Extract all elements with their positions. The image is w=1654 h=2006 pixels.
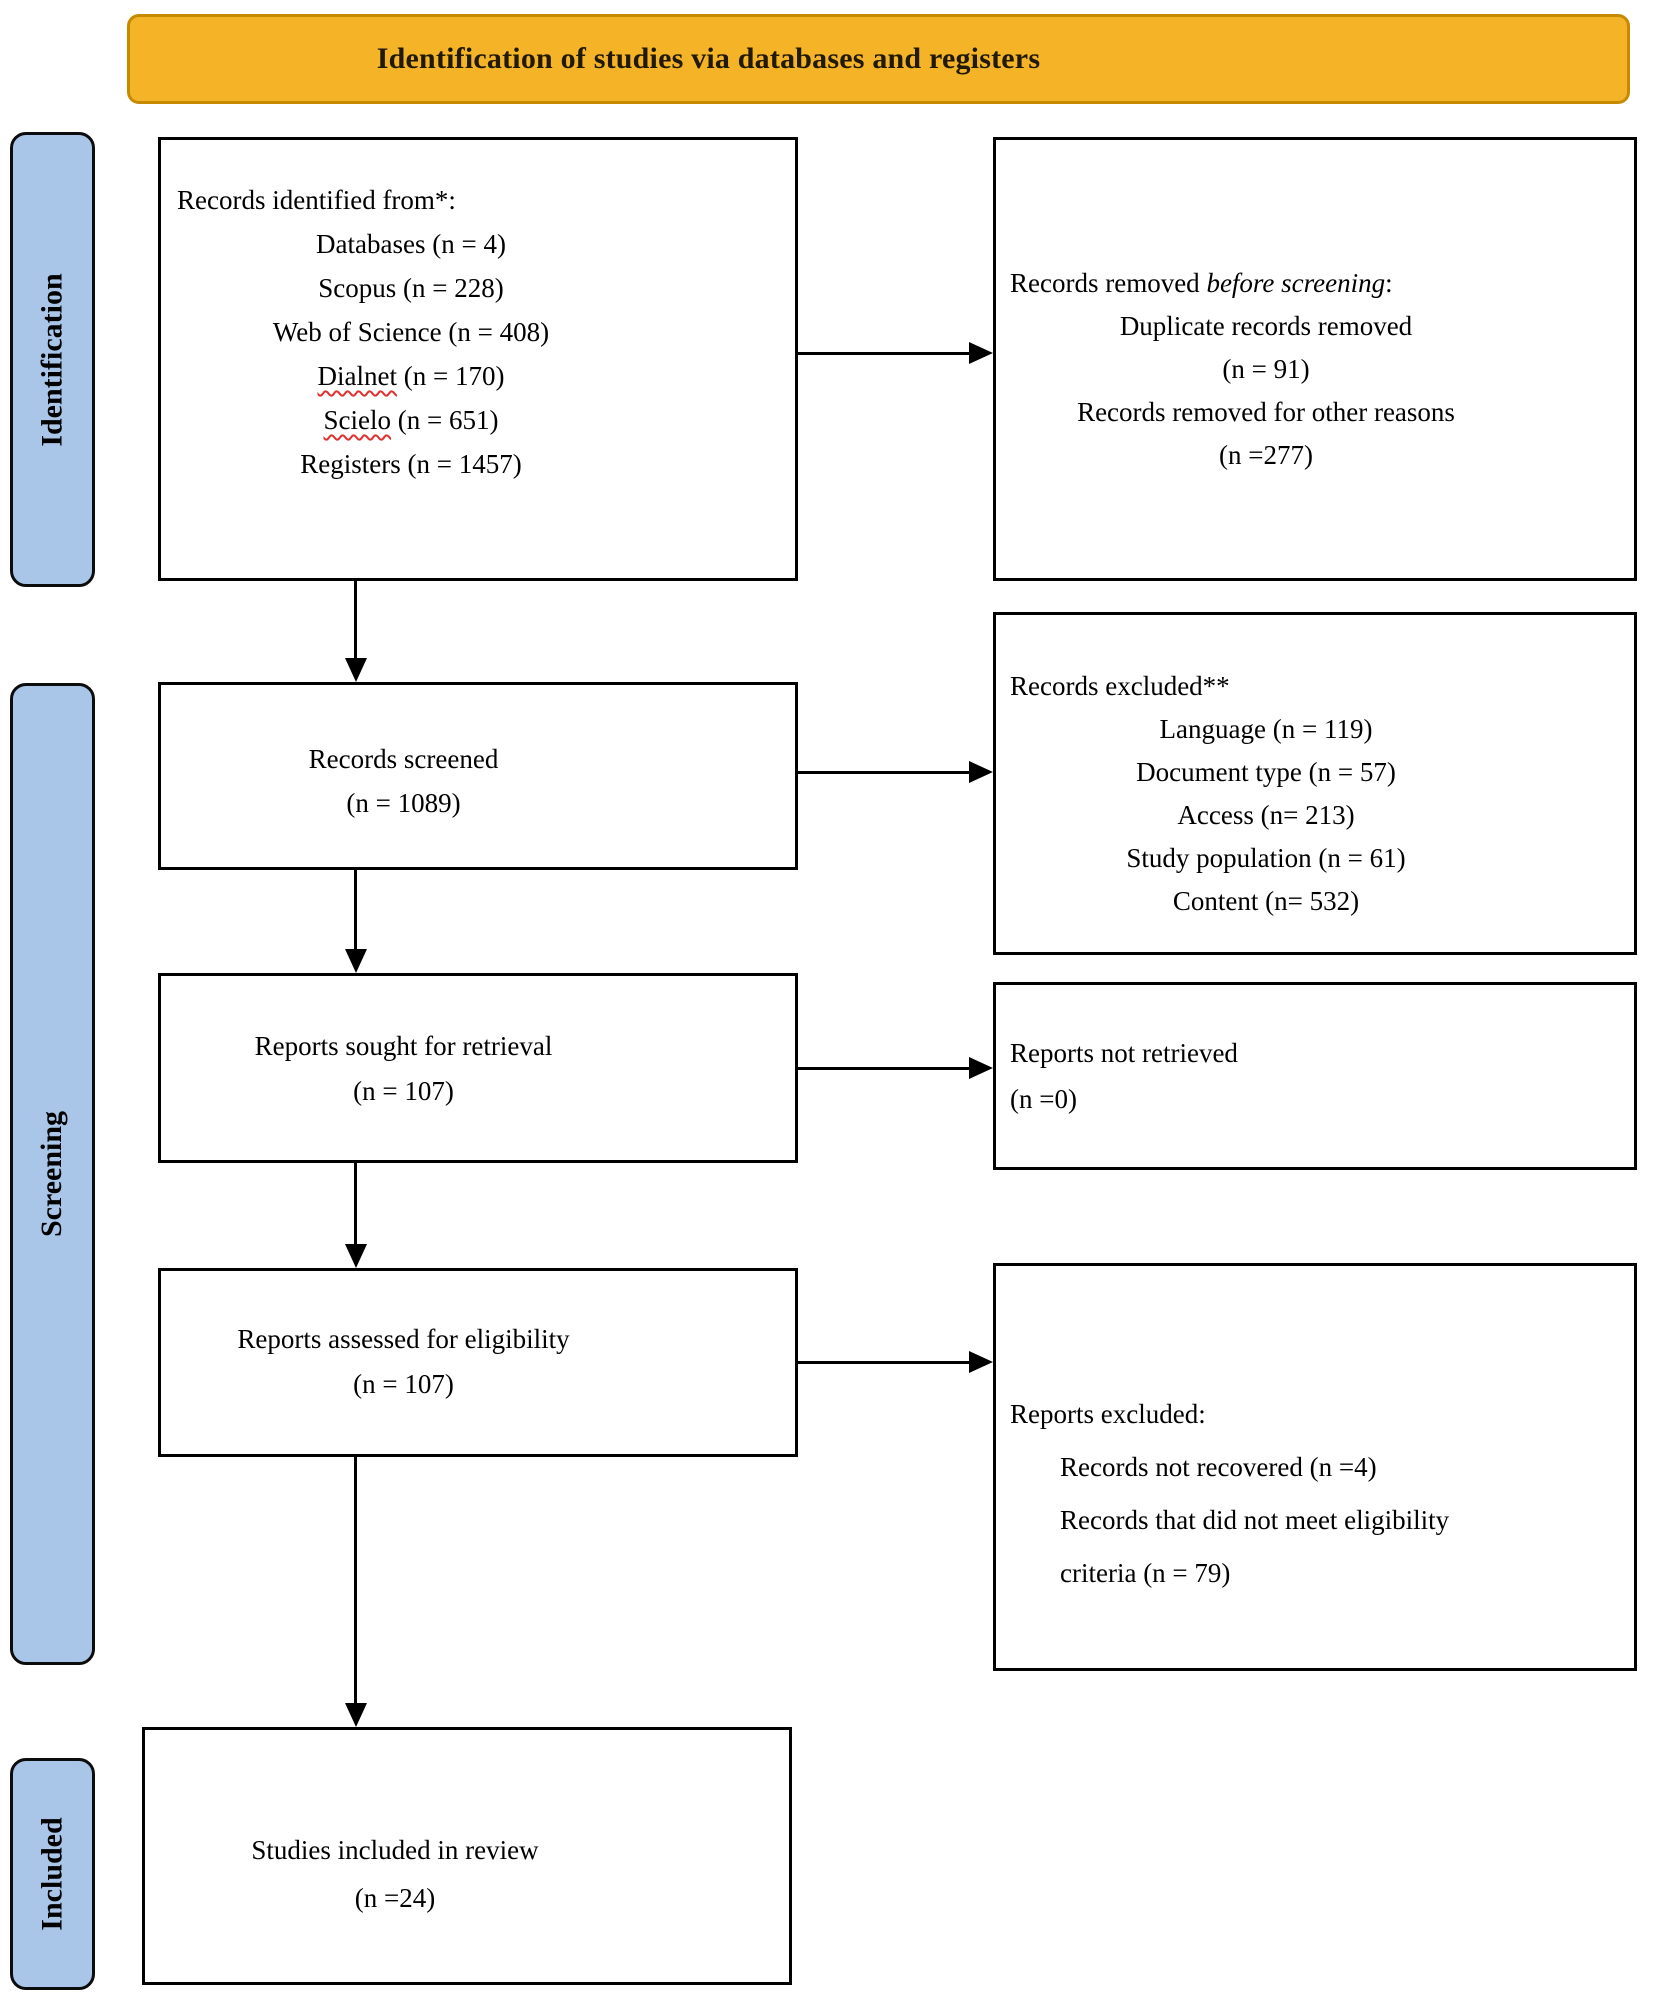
records-screened-lines	[177, 737, 630, 825]
line-reports-sought-count: (n = 107)	[353, 1076, 454, 1106]
box-records-excluded	[993, 612, 1637, 955]
line-study-population: Study population (n = 61)	[1126, 843, 1406, 873]
line-reports-not-retrieved-count: (n =0)	[1010, 1084, 1077, 1114]
dialnet-count: (n = 170)	[397, 361, 505, 391]
box-records-identified	[158, 137, 798, 581]
arrow-line	[797, 1067, 971, 1070]
banner-identification-of-studies	[127, 14, 1630, 104]
arrow-head-down-icon	[345, 949, 367, 973]
line-records-screened: Records screened	[308, 744, 499, 774]
stage-bar-screening-label: Screening	[35, 1110, 69, 1238]
reports-excluded-heading: Reports excluded:	[1010, 1399, 1206, 1429]
line-reports-sought: Reports sought for retrieval	[254, 1031, 553, 1061]
box-studies-included	[142, 1727, 792, 1985]
arrow-head-down-icon	[345, 658, 367, 682]
records-excluded-lines	[1010, 708, 1522, 923]
line-records-not-recovered: Records not recovered (n =4)	[1060, 1452, 1377, 1482]
line-document-type: Document type (n = 57)	[1136, 757, 1396, 787]
records-removed-heading-prefix: Records removed	[1010, 268, 1207, 298]
banner-title: Identification of studies via databases and registers	[376, 42, 1041, 75]
line-access: Access (n= 213)	[1177, 800, 1355, 830]
stage-bar-screening	[10, 683, 95, 1665]
line-other-reasons-count: (n =277)	[1219, 440, 1313, 470]
arrow-head-right-icon	[969, 1057, 993, 1079]
line-scielo	[177, 398, 645, 442]
arrow-head-right-icon	[969, 1351, 993, 1373]
arrow-line	[354, 1457, 357, 1705]
records-removed-heading-suffix: :	[1385, 268, 1393, 298]
stage-bar-identification-label: Identification	[35, 272, 69, 447]
arrow-head-down-icon	[345, 1244, 367, 1268]
line-web-of-science: Web of Science (n = 408)	[272, 317, 550, 347]
line-duplicates-count: (n = 91)	[1222, 354, 1310, 384]
reports-sought-lines	[177, 1024, 630, 1114]
box-reports-assessed	[158, 1268, 798, 1457]
arrow-head-right-icon	[969, 342, 993, 364]
arrow-head-right-icon	[969, 761, 993, 783]
line-studies-included-count: (n =24)	[354, 1883, 436, 1913]
arrow-head-down-icon	[345, 1703, 367, 1727]
line-registers: Registers (n = 1457)	[300, 449, 522, 479]
line-databases: Databases (n = 4)	[316, 229, 506, 259]
records-removed-heading-italic: before screening	[1206, 268, 1386, 298]
records-identified-lines	[177, 222, 645, 486]
reports-excluded-lines	[1060, 1441, 1604, 1600]
stage-bar-included	[10, 1758, 95, 1990]
line-content: Content (n= 532)	[1172, 886, 1360, 916]
line-reports-assessed: Reports assessed for eligibility	[237, 1324, 570, 1354]
line-did-not-meet-eligibility: Records that did not meet eligibility	[1060, 1505, 1450, 1535]
box-reports-sought	[158, 973, 798, 1163]
line-language: Language (n = 119)	[1159, 714, 1373, 744]
scielo-misspelled-word: Scielo	[323, 405, 392, 435]
dialnet-misspelled-word: Dialnet	[317, 361, 397, 391]
arrow-line	[797, 1361, 971, 1364]
arrow-line	[354, 1163, 357, 1246]
records-removed-heading	[1010, 262, 1522, 305]
reports-assessed-lines	[177, 1317, 630, 1407]
line-reports-assessed-count: (n = 107)	[353, 1369, 454, 1399]
box-records-screened	[158, 682, 798, 870]
arrow-line	[354, 870, 357, 951]
arrow-line	[354, 581, 357, 662]
studies-included-lines	[161, 1826, 629, 1922]
line-dialnet	[177, 354, 645, 398]
stage-bar-identification	[10, 132, 95, 587]
line-scopus: Scopus (n = 228)	[318, 273, 504, 303]
line-other-reasons: Records removed for other reasons	[1077, 397, 1455, 427]
records-removed-lines	[1010, 305, 1522, 477]
records-identified-heading: Records identified from*:	[177, 185, 456, 215]
line-duplicates-removed: Duplicate records removed	[1119, 311, 1413, 341]
line-criteria-count: criteria (n = 79)	[1060, 1558, 1231, 1588]
arrow-line	[797, 771, 971, 774]
box-reports-excluded	[993, 1263, 1637, 1671]
line-records-screened-count: (n = 1089)	[346, 788, 461, 818]
scielo-count: (n = 651)	[391, 405, 499, 435]
arrow-line	[797, 352, 971, 355]
records-excluded-heading: Records excluded**	[1010, 671, 1230, 701]
reports-not-retrieved-lines	[1010, 1030, 1614, 1122]
box-reports-not-retrieved	[993, 982, 1637, 1170]
box-records-removed-before-screening	[993, 137, 1637, 581]
stage-bar-included-label: Included	[35, 1817, 69, 1931]
line-studies-included: Studies included in review	[251, 1835, 539, 1865]
line-reports-not-retrieved: Reports not retrieved	[1010, 1038, 1238, 1068]
